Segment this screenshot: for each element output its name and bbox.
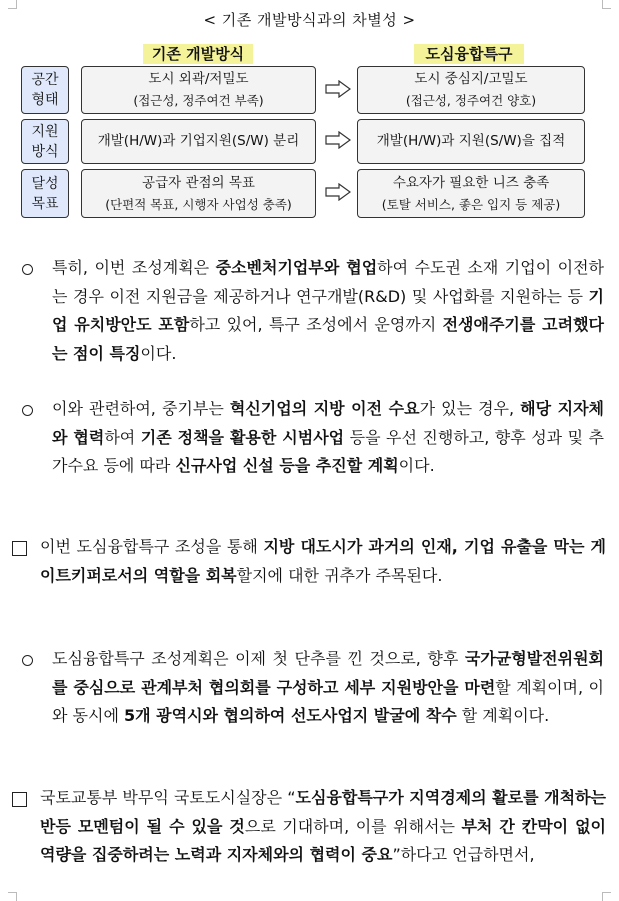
text-run: 이번 도심융합특구 조성을 통해 [40,537,264,556]
square-bullet-icon [12,541,27,556]
text-run-bold: 전생애주기를 고려했다는 점이 특징 [52,315,604,363]
text-run-bold: 기존 정책을 활용한 시범사업 [140,427,345,447]
text-run: 할지에 대한 귀추가 주목된다. [236,565,443,585]
category-spatial-form [21,66,69,114]
circle-bullet-icon [22,405,33,416]
text-run: 이와 관련하여, 중기부는 [52,399,230,418]
box-sub-text: (접근성, 정주여건 양호) [405,93,537,108]
text-run: 이다. [140,343,177,363]
arrow-right-icon [325,80,351,98]
box-sub-text: (토탈 서비스, 좋은 입지 등 제공) [381,196,561,212]
paragraph-official-quote [40,784,606,870]
box-main-text: 수요자가 필요한 니즈 충족 [392,174,550,191]
paragraph-gatekeeper [40,533,606,590]
existing-support-method [81,119,316,164]
category-label: 형태 [31,92,59,108]
text-run: 가 있는 경우, [419,399,521,418]
text-run: 이다. [398,456,435,475]
header-existing-method: 기존 개발방식 [143,44,253,64]
category-label: 방식 [31,143,59,160]
box-main-text: 개발(H/W)과 지원(S/W)을 집적 [376,133,566,149]
page-title: < 기존 개발방식과의 차별성 > [203,11,416,29]
category-label: 지원 [31,123,59,140]
paragraph-next-steps [52,645,604,731]
text-run: 하여 [104,427,141,447]
category-label: 목표 [31,195,59,212]
text-run-bold: 부처 간 칸막이 없이 역량을 집중하려는 노력과 지자체와의 협력이 중요 [40,816,607,864]
page-corner-mark [8,0,17,9]
text-run: 하고 있어, 특구 조성에서 운영까지 [189,315,443,334]
text-run: 하여 수도권 소재 기업이 이전하는 경우 이전 지원금을 제공하거나 연구개발(R&D) 및 사업화를 지원하는 등 [52,258,604,306]
text-run-bold: 도심융합특구가 지역경제의 활로를 개척하는 반등 모멘텀이 될 수 있을 것 [40,788,606,836]
text-run: 할 계획이다. [456,706,550,725]
zone-support-method [357,119,585,164]
text-run-bold: 혁신기업의 지방 이전 수요 [229,399,420,418]
text-run-bold: 5개 광역시와 협의하여 선도사업지 발굴에 착수 [124,706,457,725]
text-run: 국토교통부 박무익 국토도시실장은 “ [40,788,296,807]
zone-goal [357,169,585,218]
zone-spatial-form [357,66,585,114]
category-label: 공간 [31,72,59,88]
category-goal [21,169,69,218]
text-run-bold: 해당 지자체와 협력 [52,399,605,447]
text-run-bold: 국가균형발전위원회를 중심으로 관계부처 협의회를 구성하고 세부 지원방안을 마련 [52,649,604,697]
box-sub-text: (접근성, 정주여건 부족) [133,93,264,108]
text-run: 특히, 이번 조성계획은 [52,258,216,277]
box-main-text: 개발(H/W)과 기업지원(S/W) 분리 [97,133,300,149]
paragraph-business-support [52,254,604,368]
box-main-text: 공급자 관점의 목표 [142,174,255,191]
box-main-text: 도시 중심지/고밀도 [414,71,528,87]
circle-bullet-icon [22,264,33,275]
text-run-bold: 지방 대도시가 과거의 인재, 기업 유출을 막는 게이트키퍼로서의 역할을 회복 [40,537,606,585]
category-label: 달성 [31,175,59,192]
page-corner-mark [602,0,611,9]
header-urban-convergence-zone: 도심융합특구 [414,44,524,64]
existing-spatial-form [81,66,316,114]
arrow-right-icon [325,131,351,149]
category-support-method [21,119,69,164]
box-main-text: 도시 외곽/저밀도 [148,71,249,87]
circle-bullet-icon [22,655,33,666]
text-run: 할 계획이며, 이와 동시에 [52,677,604,725]
text-run: 등을 우선 진행하고, 향후 성과 및 추가수요 등에 따라 [52,427,605,475]
arrow-right-icon [325,183,351,201]
text-run: 도심융합특구 조성계획은 이제 첫 단추를 낀 것으로, 향후 [52,649,465,668]
box-sub-text: (단편적 목표, 시행자 사업성 충족) [105,196,292,212]
text-run: ”하다고 언급하면서, [392,845,535,864]
paragraph-pilot-project [52,395,604,481]
page-corner-mark [8,892,17,901]
text-run-bold: 중소벤처기업부와 협업 [215,258,378,277]
existing-goal [81,169,316,218]
square-bullet-icon [12,792,27,807]
text-run-bold: 기업 유치방안도 포함 [52,286,604,334]
page-corner-mark [602,892,611,901]
text-run: 으로 기대하며, 이를 위해서는 [244,816,462,836]
text-run-bold: 신규사업 신설 등을 추진할 계획 [175,456,399,475]
